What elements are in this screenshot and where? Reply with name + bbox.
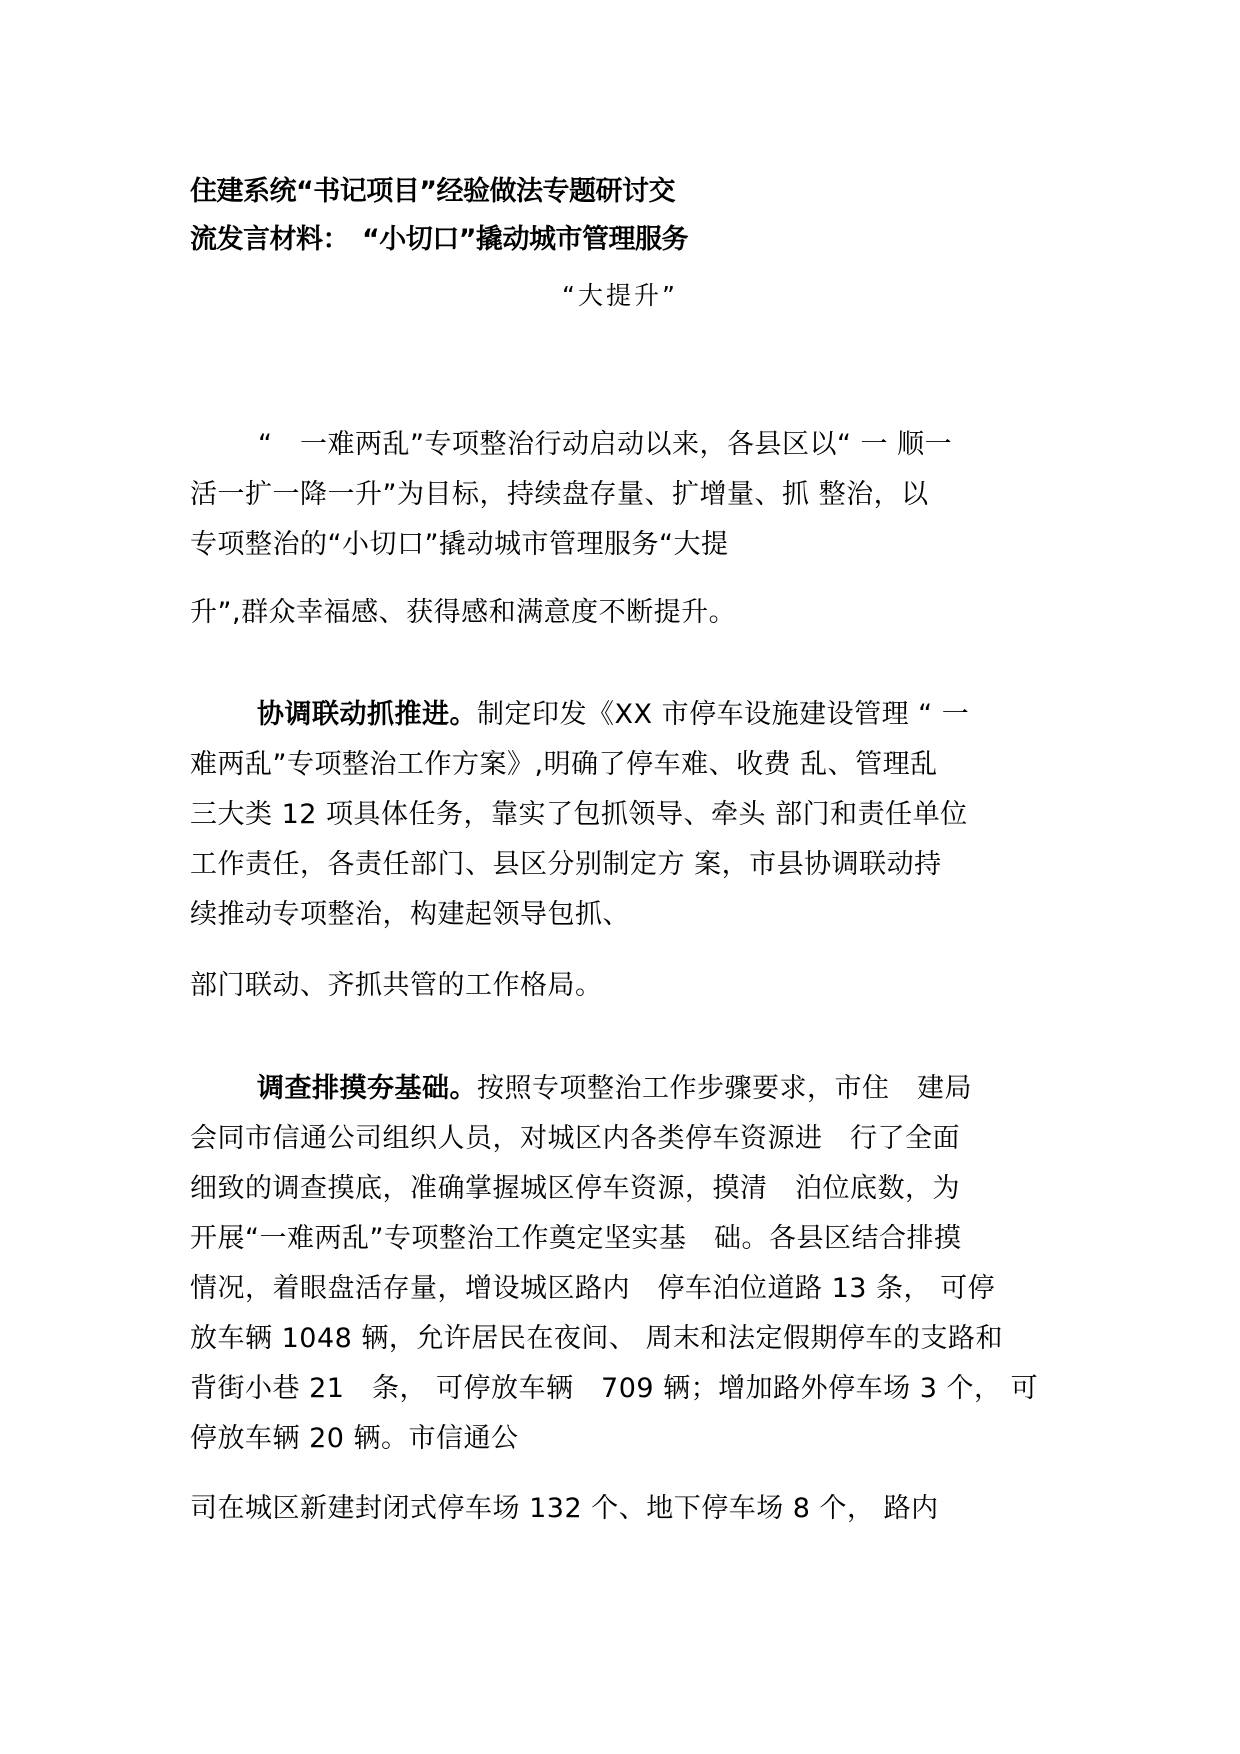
section2-line-7: 背街小巷 21 条， 可停放车辆 709 辆；增加路外停车场 3 个， 可: [190, 1373, 1039, 1404]
section2-line-8: 停放车辆 20 辆。市信通公: [190, 1423, 519, 1454]
intro-line-2: 活一扩一降一升”为目标，持续盘存量、扩增量、抓 整治，以: [190, 479, 929, 510]
section1-line-5: 续推动专项整治，构建起领导包抓、: [190, 899, 630, 930]
section1-line-6: 部门联动、齐抓共管的工作格局。: [190, 970, 603, 1001]
document-title-line-3: “大提升”: [562, 281, 678, 310]
intro-line-1: “ 一难两乱”专项整治行动启动以来，各县区以“ 一 顺一: [258, 429, 953, 460]
section1-line-1: [257, 697, 969, 733]
document-title-line-2: 流发言材料： “小切口”撬动城市管理服务: [190, 224, 688, 255]
section1-line-4: 工作责任，各责任部门、县区分别制定方 案，市县协调联动持: [190, 849, 942, 880]
section2-heading: 调查排摸夯基础。: [257, 1073, 477, 1104]
section2-line-4: 开展“一难两乱”专项整治工作奠定坚实基 础。各县区结合排摸: [190, 1223, 962, 1254]
document-title-line-1: 住建系统“书记项目”经验做法专题研讨交: [190, 176, 675, 207]
section2-line-9: 司在城区新建封闭式停车场 132 个、地下停车场 8 个， 路内: [190, 1493, 939, 1524]
section2-line-2: 会同市信通公司组织人员，对城区内各类停车资源进 行了全面: [190, 1123, 960, 1154]
section2-line-1: [257, 1071, 972, 1107]
section1-line-2: 难两乱”专项整治工作方案》,明确了停车难、收费 乱、管理乱: [190, 749, 938, 780]
section2-line-5: 情况，着眼盘活存量，增设城区路内 停车泊位道路 13 条， 可停: [190, 1273, 996, 1304]
section2-line-6: 放车辆 1048 辆，允许居民在夜间、 周末和法定假期停车的支路和: [190, 1323, 1003, 1354]
section2-line-1-text: 按照专项整治工作步骤要求，市住 建局: [477, 1073, 972, 1104]
section2-line-3: 细致的调查摸底，准确掌握城区停车资源，摸清 泊位底数，为: [190, 1173, 960, 1204]
section1-line-1-text: 制定印发《XX 市停车设施建设管理 “ 一: [477, 699, 970, 730]
section1-line-3: 三大类 12 项具体任务，靠实了包抓领导、牵头 部门和责任单位: [190, 799, 968, 830]
intro-line-3: 专项整治的“小切口”撬动城市管理服务“大提: [190, 529, 729, 560]
section1-heading: 协调联动抓推进。: [257, 699, 477, 730]
intro-line-4: 升”,群众幸福感、获得感和满意度不断提升。: [190, 597, 737, 628]
